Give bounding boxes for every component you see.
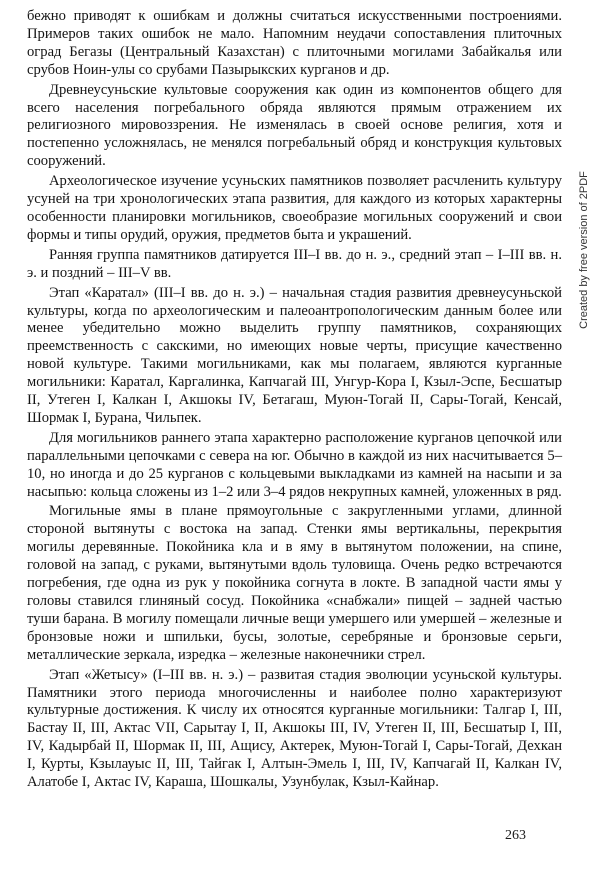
watermark	[574, 130, 594, 370]
paragraph-8: Этап «Жетысу» (I–III вв. н. э.) – развитая стадия эволюции усуньской культуры. Памятники этого периода многочисленны и наиболее полно характеризуют культурные достижения. К числу их относятся курганные могильники: Талгар I, III, Бастау II, III, Актас VII, Сарытау I, II, Акшокы III, IV, Утеген II, III, Бесшатыр I, III, IV, Кадырбай II, Шормак II, III, Ащису, Актерек, Муюн-Тогай I, Сары-Тогай, Дехкан I, Курты, Кзылауыс II, III, Тайгак I, Алтын-Эмель I, III, IV, Капчагай II, Калкан IV, Алатобе I, Актас IV, Караша, Шошкалы, Узунбулак, Кзыл-Кайнар.	[27, 666, 562, 791]
page-number: 263	[505, 828, 526, 843]
watermark-text: Created by free version of 2PDF	[578, 171, 590, 329]
page-body	[27, 8, 562, 792]
paragraph-7: Могильные ямы в плане прямоугольные с закругленными углами, длинной стороной вытянуты с востока на запад. Стенки ямы вертикальны, перекрытия могилы деревянные. Покойника кла и в яму в вытянутом положении, на спине, головой на запад, с руками, вытянутыми вдоль туловища. Очень редко встречаются погребения, где одна из рук у покойника согнута в локте. В западной части ямы у головы ставился глиняный сосуд. Покойника «снабжали» пищей – задней частью туши барана. В могилу помещали личные вещи умершего или умершей – железные и бронзовые ножи и шпильки, бусы, золотые, серебряные и бронзовые серьги, металлические зеркала, изредка – железные наконечники стрел.	[27, 503, 562, 663]
paragraph-6: Для могильников раннего этапа характерно расположение курганов цепочкой или параллельными цепочками с севера на юг. Обычно в каждой из них насчитывается 5–10, но иногда и до 25 курганов с кольцевыми выкладками из камней на насыпи и за насыпью: кольца сложены из 1–2 или 3–4 рядов некрупных камней, уложенных в ряд.	[27, 429, 562, 500]
paragraph-4: Ранняя группа памятников датируется III–I вв. до н. э., средний этап – I–III вв. н. э. и поздний – III–V вв.	[27, 246, 562, 281]
paragraph-1: бежно приводят к ошибкам и должны считаться искусственными построениями. Примеров таких ошибок не мало. Напомним неудачи сопоставления плиточных оград Бегазы (Центральный Казахстан) с плиточными могилами Забайкалья или срубов Ноин-улы со срубами Пазырыкских курганов и др.	[27, 8, 562, 78]
paragraph-5: Этап «Каратал» (III–I вв. до н. э.) – начальная стадия развития древнеусуньской культуры, когда по археологическим и палеоантропологическим данным более или менее убедительно можно выделить группу памятников, сохраняющих преемственность с сакскими, но имеющих новые черты, присущие качественно новой культуре. Такими могильниками, как мы полагаем, являются курганные могильники: Каратал, Каргалинка, Капчагай III, Унгур-Кора I, Кзыл-Эспе, Бесшатыр II, Утеген I, Калкан I, Акшокы IV, Бетагаш, Муюн-Тогай II, Сары-Тогай, Кенсай, Шормак I, Бурана, Чильпек.	[27, 284, 562, 426]
paragraph-2: Древнеусуньские культовые сооружения как один из компонентов общего для всего населения погребального обряда являются прямым отражением их религиозного мировоззрения. Не изменялась в своей основе религия, хотя и постепенно усложнялась, не менялся погребальный обряд и конструкция культовых сооружений.	[27, 81, 562, 170]
paragraph-3: Археологическое изучение усуньских памятников позволяет расчленить культуру усуней на три хронологических этапа развития, для каждого из которых характерны особенности планировки могильников, своеобразие могильных сооружений и свои формы и типы орудий, оружия, предметов быта и украшений.	[27, 173, 562, 243]
